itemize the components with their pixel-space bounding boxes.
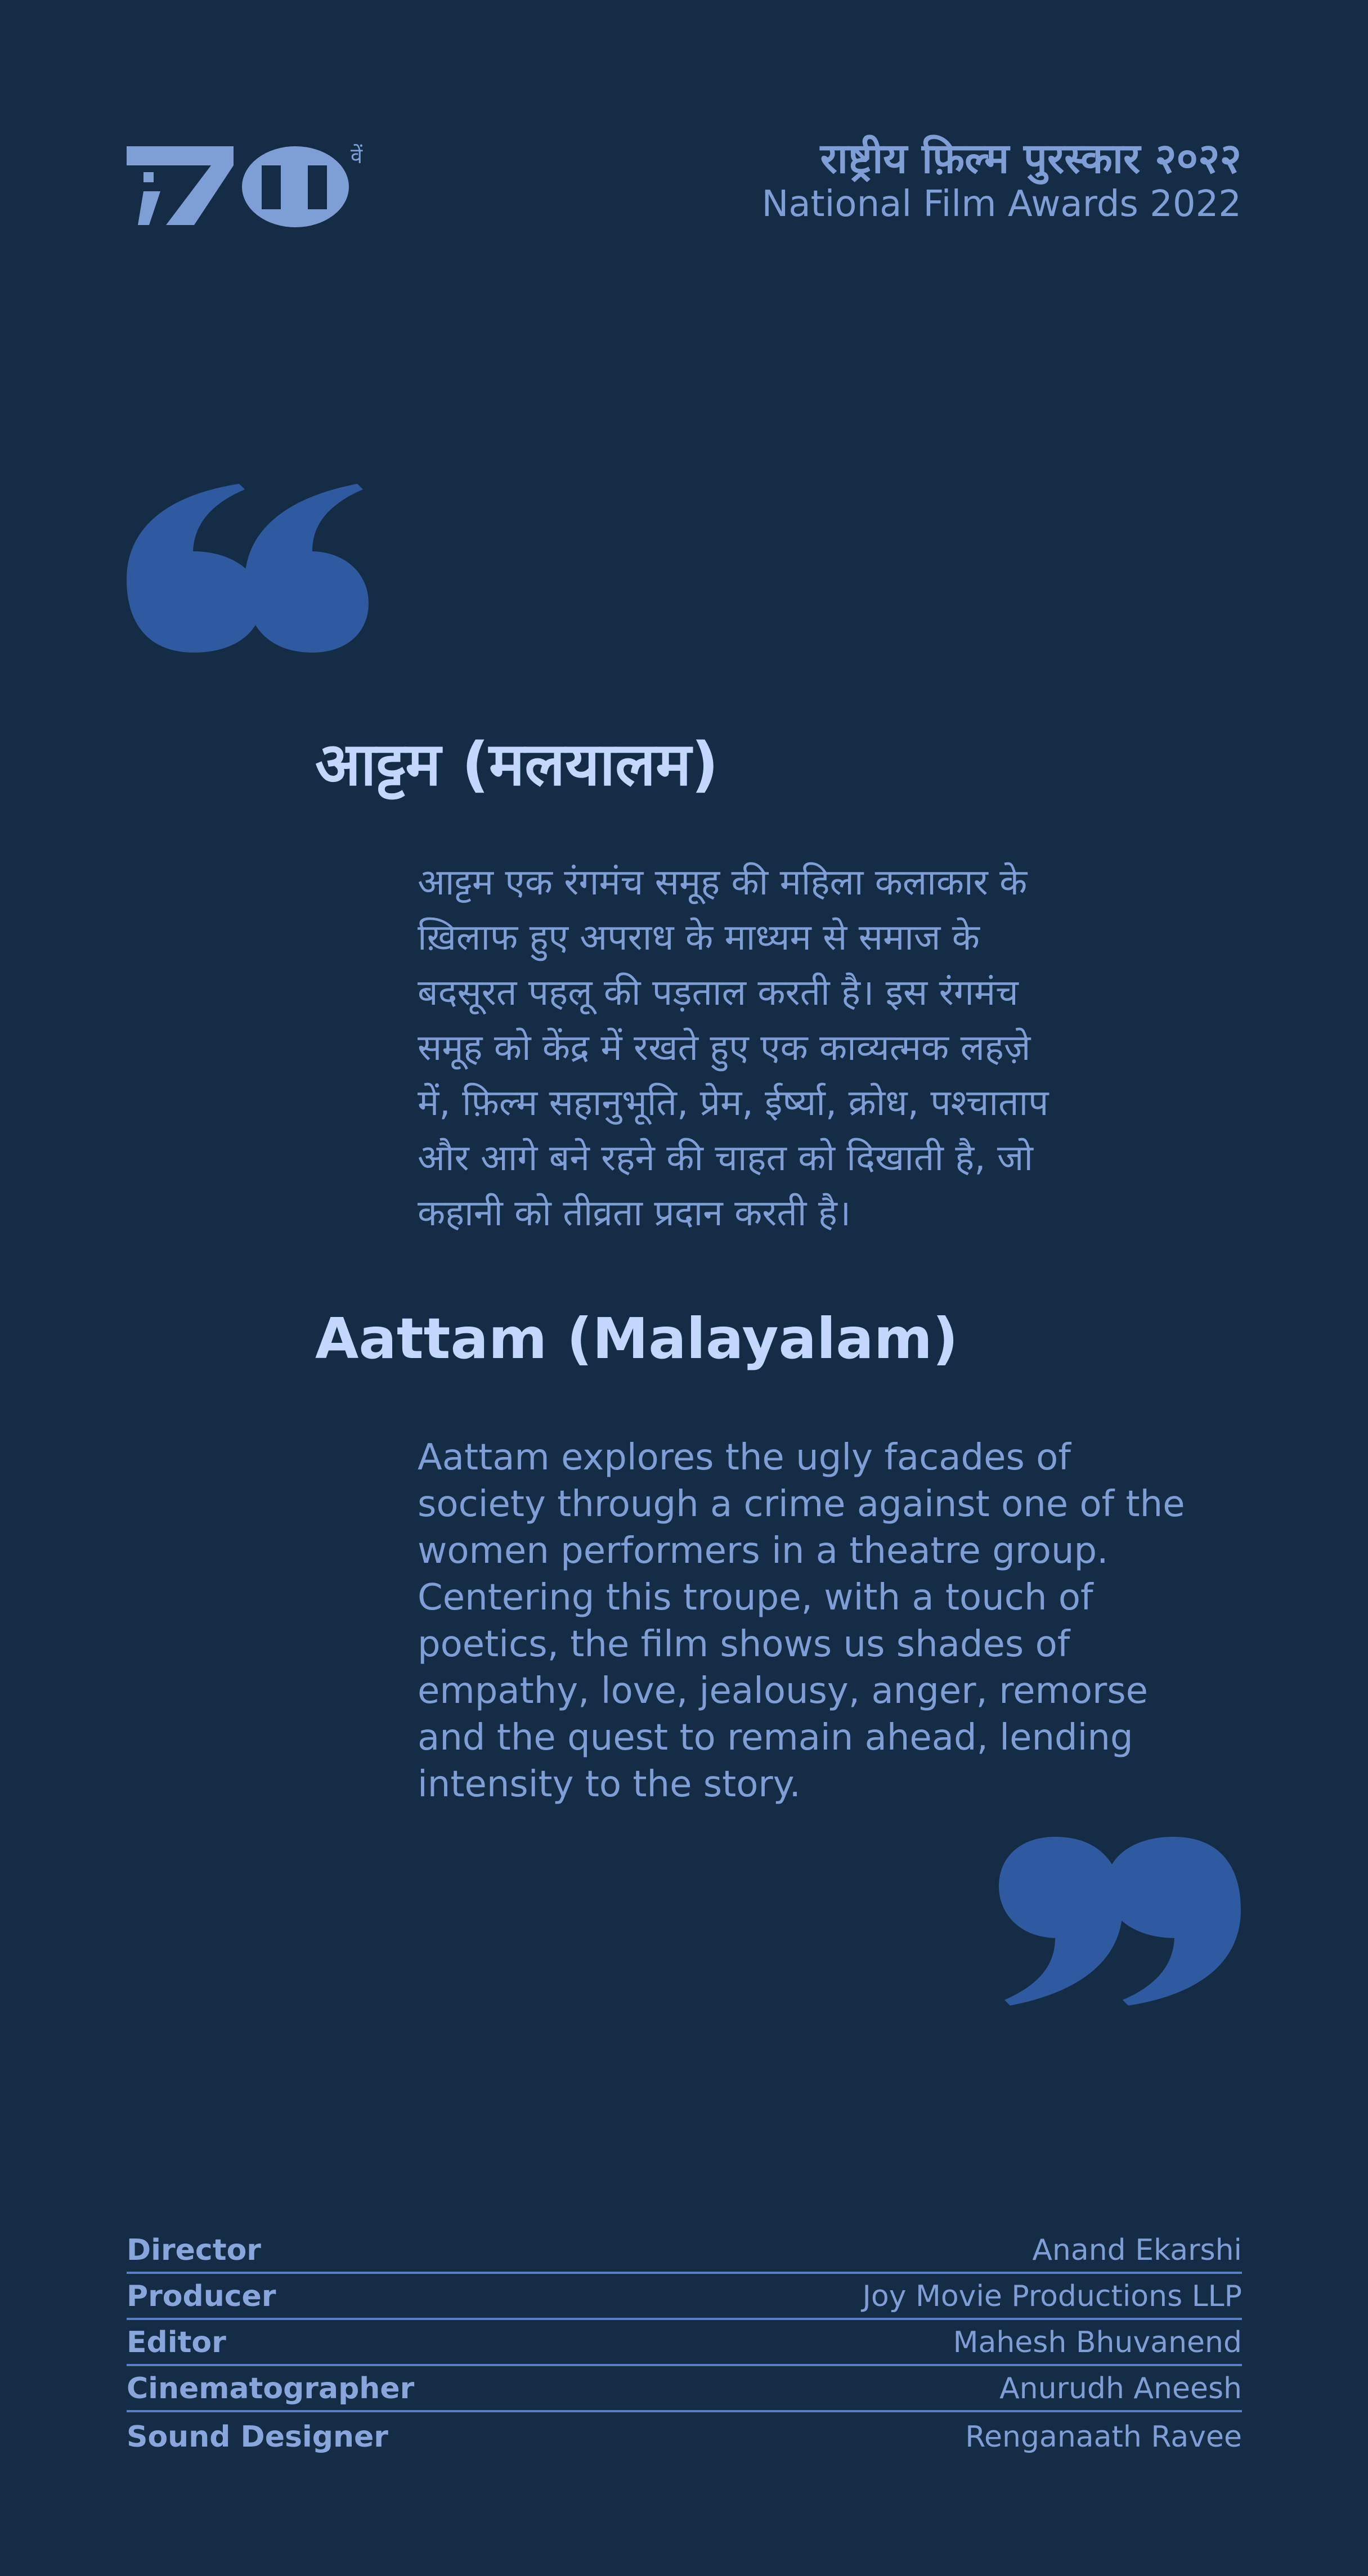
credit-row-producer: [127, 2274, 1242, 2320]
close-quote-icon: [999, 1837, 1241, 2006]
description-line: आट्टम एक रंगमंच समूह की महिला कलाकार के: [418, 862, 1028, 903]
description-line: और आगे बने रहने की चाहत को दिखाती है, जो: [418, 1138, 1033, 1179]
film-description-english: [418, 1435, 1185, 1808]
credit-name: Renganaath Ravee: [965, 2420, 1242, 2454]
description-line: समूह को केंद्र में रखते हुए एक काव्यत्मक लहज़े: [418, 1027, 1031, 1069]
credit-row-director: [127, 2228, 1242, 2274]
description-line: Centering this troupe, with a touch of: [418, 1577, 1093, 1619]
open-quote-icon: [127, 484, 369, 653]
description-line: and the quest to remain ahead, lending: [418, 1717, 1133, 1759]
credit-role: Sound Designer: [127, 2420, 388, 2454]
description-line: बदसूरत पहलू की पड़ताल करती है। इस रंगमंच: [418, 972, 1019, 1014]
description-line: society through a crime against one of the: [418, 1483, 1185, 1525]
description-line: empathy, love, jealousy, anger, remorse: [418, 1670, 1149, 1712]
description-line: intensity to the story.: [418, 1764, 801, 1805]
credit-row-cinematographer: [127, 2366, 1242, 2412]
credit-role: Cinematographer: [127, 2372, 415, 2406]
header-titles: [761, 135, 1241, 226]
credit-name: Joy Movie Productions LLP: [862, 2280, 1242, 2313]
description-line: poetics, the film shows us shades of: [418, 1624, 1070, 1665]
awards-title-hindi: राष्ट्रीय फ़िल्म पुरस्कार २०२२: [820, 134, 1241, 183]
credits-table: [127, 2228, 1242, 2458]
credit-role: Director: [127, 2233, 261, 2267]
description-line: ख़िलाफ हुए अपराध के माध्यम से समाज के: [418, 917, 980, 959]
film-title-english: Aattam (Malayalam): [315, 1306, 958, 1372]
credit-name: Anand Ekarshi: [1032, 2233, 1242, 2267]
logo-70-mark: [127, 141, 374, 231]
description-line: Aattam explores the ugly facades of: [418, 1437, 1071, 1478]
film-title-hindi: आट्टम (मलयालम): [315, 730, 719, 799]
credit-role: Producer: [127, 2280, 276, 2313]
festival-logo: [127, 141, 374, 231]
credit-row-sound-designer: [127, 2412, 1242, 2458]
credit-name: Mahesh Bhuvanend: [953, 2326, 1242, 2359]
credit-role: Editor: [127, 2326, 226, 2359]
description-line: में, फ़िल्म सहानुभूति, प्रेम, ईर्ष्या, क्रोध, पश्चाताप: [418, 1082, 1049, 1124]
awards-title-english: National Film Awards 2022: [761, 183, 1241, 226]
credit-name: Anurudh Aneesh: [999, 2372, 1242, 2406]
film-description-hindi: [418, 855, 1172, 1241]
description-line: कहानी को तीव्रता प्रदान करती है।: [418, 1193, 851, 1234]
logo-suffix: वें: [351, 143, 363, 168]
description-line: women performers in a theatre group.: [418, 1530, 1109, 1572]
credit-row-editor: [127, 2320, 1242, 2366]
